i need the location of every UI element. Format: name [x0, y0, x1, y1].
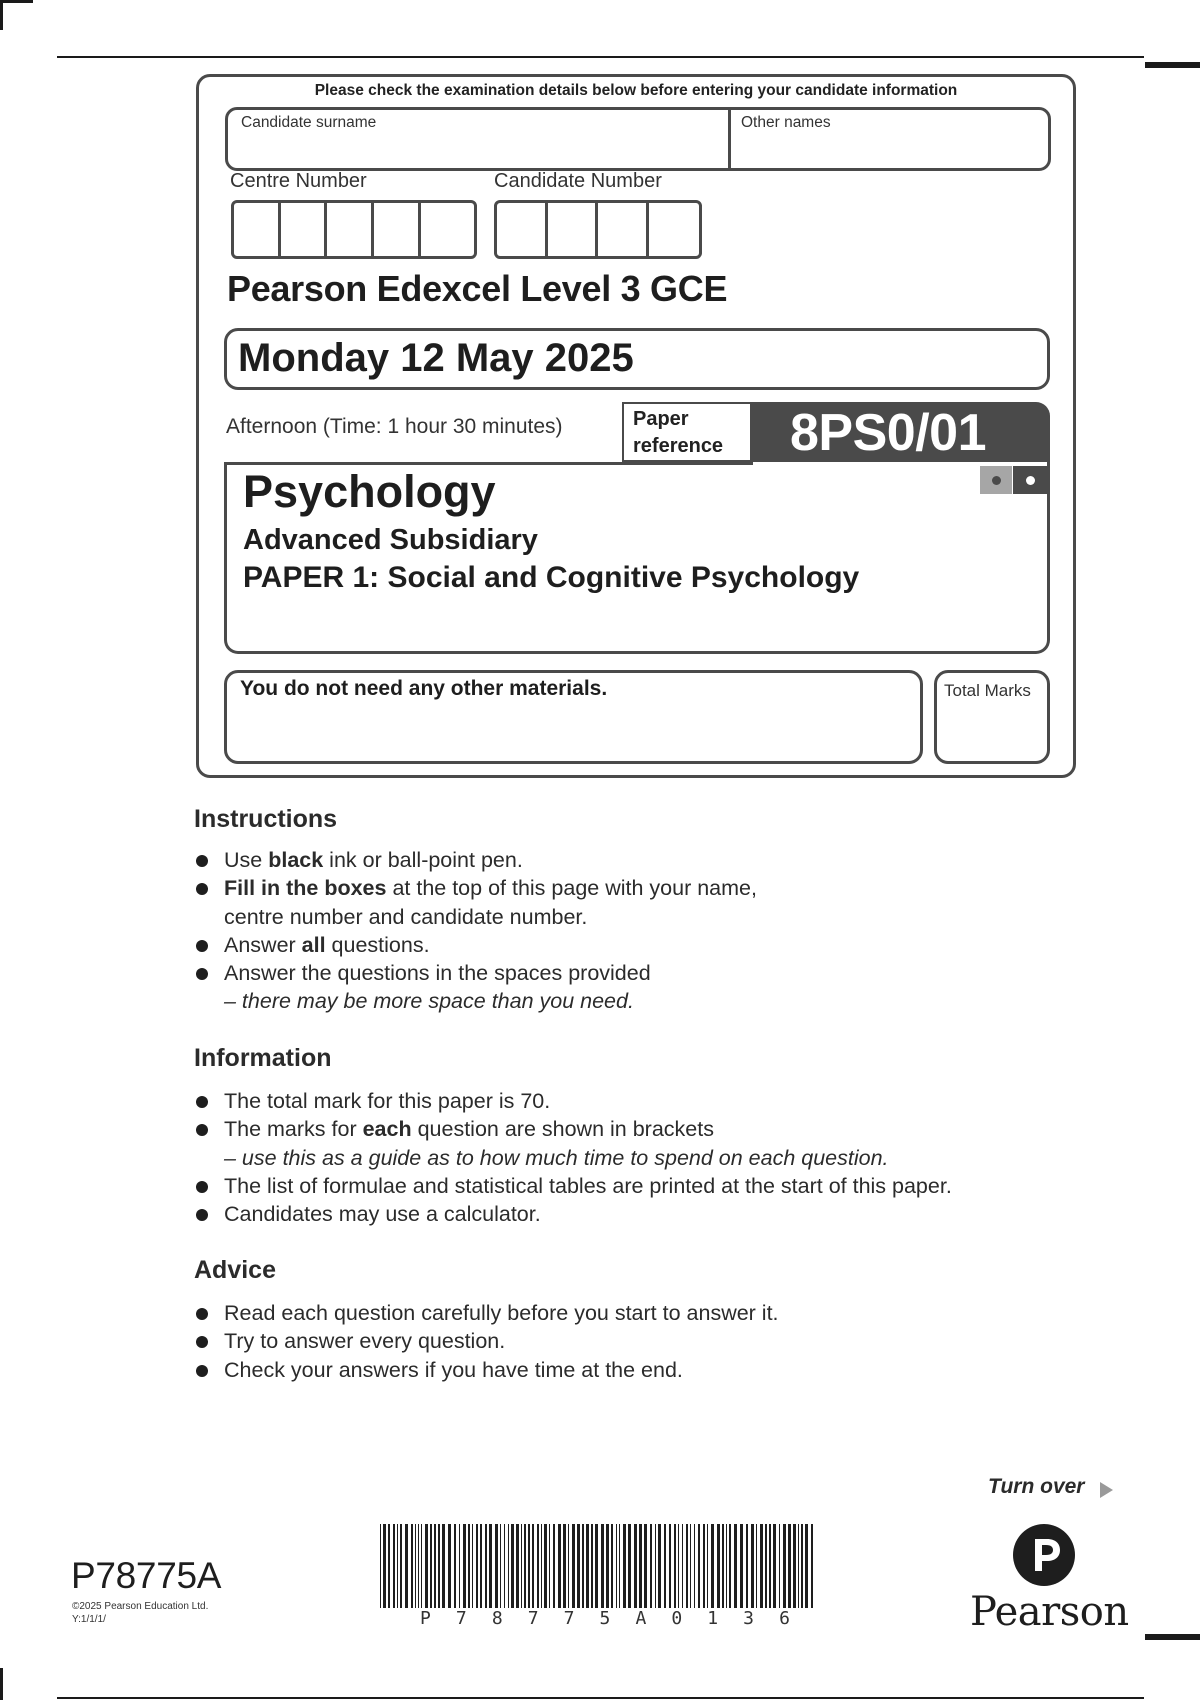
barcode — [380, 1524, 816, 1608]
barcode-char: 3 — [743, 1608, 754, 1629]
paper-code-box — [750, 402, 1050, 462]
barcode-bar — [773, 1524, 776, 1608]
candidate-surname-field[interactable]: Candidate surname — [241, 114, 377, 131]
advice-heading: Advice — [194, 1256, 276, 1284]
barcode-bar — [541, 1524, 542, 1608]
trim-tick-right-top — [1145, 62, 1200, 68]
barcode-bar — [658, 1524, 661, 1608]
barcode-bar — [650, 1524, 652, 1608]
list-item: Check your answers if you have time at the end. — [194, 1356, 1094, 1384]
barcode-bar — [686, 1524, 688, 1608]
barcode-bar — [405, 1524, 408, 1608]
barcode-bar — [606, 1524, 609, 1608]
barcode-bar — [421, 1524, 422, 1608]
barcode-bar — [425, 1524, 428, 1608]
check-details-notice: Please check the examination details below before entering your candidate information — [314, 82, 958, 99]
indicator-dot — [992, 476, 1001, 485]
centre-digit-box[interactable] — [327, 203, 374, 256]
barcode-bar — [793, 1524, 796, 1608]
list-item: The total mark for this paper is 70. — [194, 1087, 1094, 1115]
barcode-bar — [682, 1524, 683, 1608]
barcode-bar — [415, 1524, 416, 1608]
crop-mark-top-left-h — [0, 0, 33, 3]
barcode-bar — [669, 1524, 671, 1608]
subject-box-top-edge — [224, 462, 753, 465]
barcode-bar — [634, 1524, 637, 1608]
centre-digit-box[interactable] — [421, 203, 474, 256]
list-item: The marks for each question are shown in brackets – use this as a guide as to how much time to spend on each question. — [194, 1115, 1094, 1172]
barcode-bar — [703, 1524, 705, 1608]
trim-line-bottom — [57, 1697, 1144, 1699]
barcode-bar — [751, 1524, 754, 1608]
paper-code: 8PS0/01 — [790, 404, 986, 462]
barcode-bar — [582, 1524, 584, 1608]
pearson-p-glyph-icon — [1013, 1524, 1075, 1586]
paper-reference-label-box — [622, 402, 752, 462]
centre-number-label: Centre Number — [230, 170, 367, 192]
pearson-logo-wordmark: Pearson — [970, 1589, 1129, 1635]
barcode-bar — [798, 1524, 799, 1608]
paper-reference-label — [633, 406, 723, 460]
barcode-bar — [532, 1524, 534, 1608]
barcode-bar — [616, 1524, 617, 1608]
exam-date-box — [224, 328, 1050, 390]
barcode-bar — [438, 1524, 440, 1608]
candidate-digit-box[interactable] — [497, 203, 548, 256]
candidate-digit-box[interactable] — [649, 203, 699, 256]
barcode-bar — [729, 1524, 731, 1608]
qualification-title: Pearson Edexcel Level 3 GCE — [227, 268, 728, 309]
barcode-bar — [619, 1524, 620, 1608]
barcode-bar — [463, 1524, 466, 1608]
barcode-bar — [400, 1524, 402, 1608]
barcode-char: 7 — [455, 1608, 467, 1629]
paper-indicator-grey — [980, 466, 1012, 494]
barcode-bar — [586, 1524, 589, 1608]
barcode-char: 8 — [491, 1608, 503, 1629]
barcode-bar — [694, 1524, 695, 1608]
barcode-bar — [707, 1524, 708, 1608]
information-heading: Information — [194, 1044, 332, 1072]
barcode-char: 0 — [671, 1608, 683, 1629]
paper-indicator-dark — [1013, 466, 1047, 494]
barcode-bar — [442, 1524, 445, 1608]
exam-date: Monday 12 May 2025 — [238, 336, 634, 380]
barcode-bar — [549, 1524, 550, 1608]
paper-reference-label-line2: reference — [633, 435, 724, 457]
barcode-bar — [544, 1524, 547, 1608]
barcode-bar — [698, 1524, 700, 1608]
barcode-bar — [601, 1524, 604, 1608]
barcode-bar — [524, 1524, 526, 1608]
barcode-char: 7 — [527, 1608, 539, 1629]
crop-mark-bottom-left-v — [0, 1668, 3, 1700]
barcode-bar — [611, 1524, 613, 1608]
centre-digit-box[interactable] — [234, 203, 281, 256]
other-names-field[interactable]: Other names — [741, 114, 831, 131]
barcode-bar — [448, 1524, 451, 1608]
centre-digit-box[interactable] — [374, 203, 421, 256]
barcode-bar — [489, 1524, 492, 1608]
candidate-digit-box[interactable] — [548, 203, 599, 256]
advice-list — [194, 1299, 1094, 1384]
barcode-bar — [674, 1524, 676, 1608]
barcode-bar — [553, 1524, 555, 1608]
information-list — [194, 1087, 1094, 1228]
barcode-bar — [572, 1524, 575, 1608]
barcode-bar — [726, 1524, 727, 1608]
candidate-digit-box[interactable] — [598, 203, 649, 256]
barcode-bar — [623, 1524, 626, 1608]
barcode-bar — [508, 1524, 509, 1608]
barcode-bar — [393, 1524, 395, 1608]
barcode-char: A — [635, 1608, 647, 1629]
indicator-dot — [1026, 476, 1035, 485]
barcode-bar — [740, 1524, 743, 1608]
turn-over-label: Turn over — [988, 1475, 1085, 1498]
barcode-bar — [468, 1524, 470, 1608]
barcode-bar — [765, 1524, 767, 1608]
barcode-bar — [783, 1524, 786, 1608]
subject-title: Psychology — [243, 466, 496, 517]
total-marks-label: Total Marks — [944, 681, 1031, 700]
job-reference: Y:1/1/1/ — [72, 1614, 106, 1625]
barcode-char: 5 — [599, 1608, 611, 1629]
barcode-bar — [788, 1524, 791, 1608]
barcode-bar — [521, 1524, 522, 1608]
barcode-bar — [495, 1524, 498, 1608]
crop-mark-top-left-v — [0, 0, 3, 30]
pearson-logo-icon — [1013, 1524, 1075, 1586]
barcode-bar — [722, 1524, 724, 1608]
barcode-bar — [801, 1524, 803, 1608]
barcode-bar — [472, 1524, 473, 1608]
list-item: Read each question carefully before you start to answer it. — [194, 1299, 1094, 1327]
list-item: Candidates may use a calculator. — [194, 1200, 1094, 1228]
barcode-char: 6 — [779, 1608, 790, 1629]
list-item: Fill in the boxes at the top of this page with your name, centre number and candidate number. — [194, 874, 1094, 931]
total-marks-box[interactable] — [934, 670, 1050, 764]
barcode-bar — [454, 1524, 456, 1608]
copyright-notice: ©2025 Pearson Education Ltd. — [72, 1601, 209, 1612]
barcode-bar — [717, 1524, 720, 1608]
barcode-char: 7 — [563, 1608, 575, 1629]
barcode-bar — [388, 1524, 390, 1608]
barcode-bar — [411, 1524, 413, 1608]
barcode-bar — [756, 1524, 757, 1608]
barcode-bar — [558, 1524, 561, 1608]
barcode-bar — [504, 1524, 505, 1608]
candidate-number-label: Candidate Number — [494, 170, 662, 192]
list-item: Try to answer every question. — [194, 1327, 1094, 1355]
barcode-bar — [516, 1524, 519, 1608]
paper-code-footer: P78775A — [71, 1555, 222, 1596]
centre-number-boxes[interactable] — [231, 200, 477, 259]
paper-title: PAPER 1: Social and Cognitive Psychology — [243, 561, 860, 594]
barcode-bar — [500, 1524, 501, 1608]
barcode-bar — [769, 1524, 771, 1608]
barcode-bar — [664, 1524, 666, 1608]
barcode-bar — [563, 1524, 566, 1608]
centre-digit-box[interactable] — [281, 203, 328, 256]
materials-note: You do not need any other materials. — [240, 677, 608, 700]
barcode-bar — [528, 1524, 530, 1608]
barcode-bar — [511, 1524, 514, 1608]
barcode-bar — [628, 1524, 631, 1608]
list-item: Answer all questions. — [194, 931, 1094, 959]
barcode-bar — [591, 1524, 593, 1608]
trim-tick-right-bottom — [1145, 1634, 1200, 1640]
barcode-bar — [485, 1524, 487, 1608]
barcode-bar — [480, 1524, 482, 1608]
names-divider — [728, 110, 731, 168]
barcode-bar — [459, 1524, 460, 1608]
instructions-heading: Instructions — [194, 805, 338, 833]
barcode-bar — [690, 1524, 691, 1608]
barcode-bar — [811, 1524, 813, 1608]
barcode-bar — [595, 1524, 598, 1608]
barcode-bar — [430, 1524, 432, 1608]
barcode-bar — [644, 1524, 647, 1608]
barcode-bar — [655, 1524, 656, 1608]
barcode-bar — [568, 1524, 569, 1608]
barcode-bar — [734, 1524, 737, 1608]
barcode-bar — [476, 1524, 478, 1608]
list-item: The list of formulae and statistical tables are printed at the start of this paper. — [194, 1172, 1094, 1200]
barcode-bar — [760, 1524, 763, 1608]
list-item: Answer the questions in the spaces provided – there may be more space than you need. — [194, 959, 1094, 1016]
barcode-bar — [434, 1524, 436, 1608]
barcode-bar — [805, 1524, 808, 1608]
materials-box — [224, 670, 923, 764]
barcode-bar — [711, 1524, 714, 1608]
barcode-bar — [383, 1524, 386, 1608]
barcode-bar — [380, 1524, 381, 1608]
barcode-bar — [746, 1524, 748, 1608]
barcode-bar — [397, 1524, 398, 1608]
barcode-char: 1 — [707, 1608, 719, 1629]
barcode-text — [420, 1608, 790, 1629]
trim-line-top — [57, 56, 1144, 58]
subject-level: Advanced Subsidiary — [243, 524, 538, 556]
exam-time: Afternoon (Time: 1 hour 30 minutes) — [226, 415, 563, 438]
instructions-list — [194, 846, 1094, 1016]
candidate-number-boxes[interactable] — [494, 200, 702, 259]
barcode-bar — [577, 1524, 580, 1608]
barcode-bar — [537, 1524, 539, 1608]
barcode-bar — [639, 1524, 642, 1608]
paper-reference-label-line1: Paper — [633, 408, 689, 430]
turn-over-arrow-icon — [1100, 1482, 1113, 1498]
list-item: Use black ink or ball-point pen. — [194, 846, 1094, 874]
barcode-bar — [678, 1524, 679, 1608]
barcode-bar — [779, 1524, 780, 1608]
barcode-char: P — [420, 1608, 431, 1629]
barcode-bar — [418, 1524, 419, 1608]
